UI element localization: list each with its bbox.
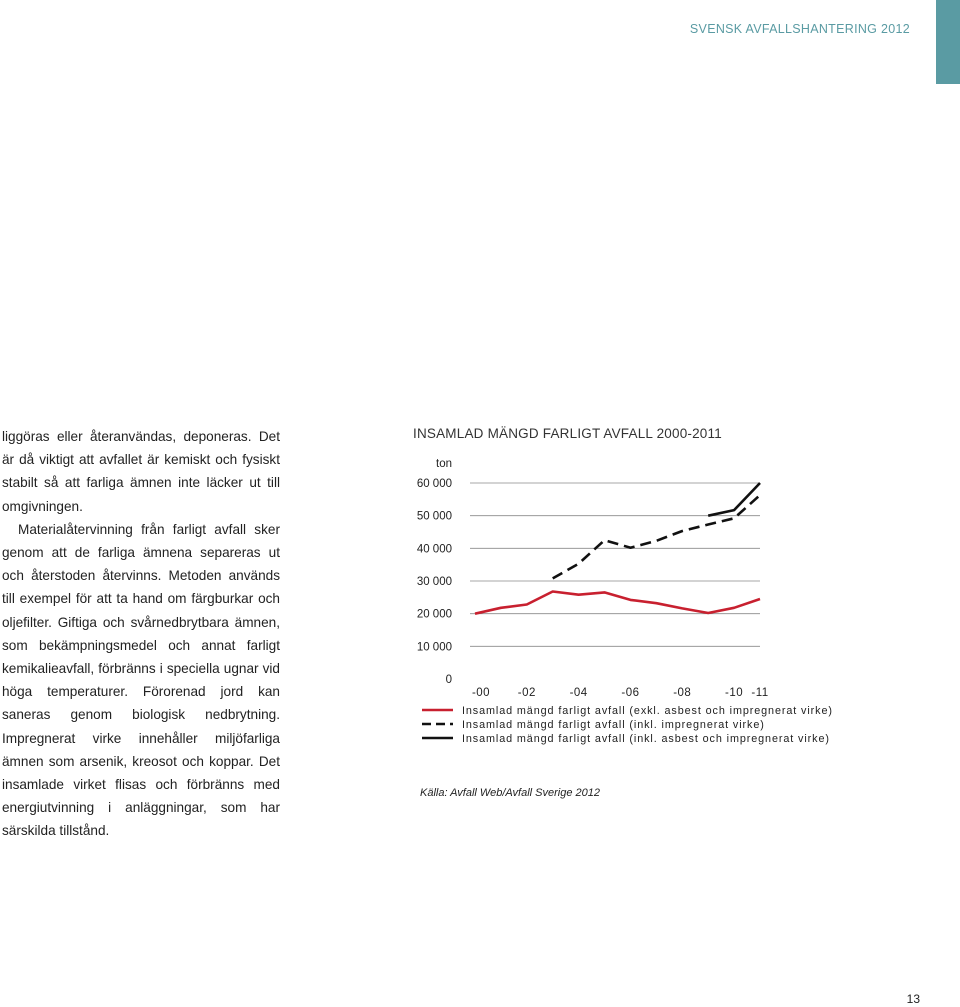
y-tick-label: 40 000 bbox=[416, 543, 452, 556]
accent-bar bbox=[936, 0, 960, 84]
series-line-2 bbox=[553, 495, 760, 578]
x-tick-label: -04 bbox=[569, 687, 588, 699]
x-tick-label: -02 bbox=[517, 687, 536, 699]
series-line-1 bbox=[475, 592, 760, 614]
line-chart bbox=[400, 450, 860, 750]
source-note: Källa: Avfall Web/Avfall Sverige 2012 bbox=[420, 787, 600, 799]
legend-label-1: Insamlad mängd farligt avfall (exkl. asbest och impregnerat virke) bbox=[462, 705, 833, 717]
y-axis-label: ton bbox=[436, 458, 452, 470]
x-tick-label: -10 bbox=[725, 687, 744, 699]
x-tick-label: -06 bbox=[621, 687, 640, 699]
legend-label-3: Insamlad mängd farligt avfall (inkl. asbest och impregnerat virke) bbox=[462, 733, 830, 745]
y-tick-label: 10 000 bbox=[416, 641, 452, 654]
series-line-3 bbox=[708, 483, 760, 516]
legend-label-2: Insamlad mängd farligt avfall (inkl. impregnerat virke) bbox=[462, 719, 765, 731]
body-text-column bbox=[2, 425, 280, 843]
y-tick-label: 20 000 bbox=[416, 608, 452, 621]
running-header: SVENSK AVFALLSHANTERING 2012 bbox=[689, 22, 910, 36]
body-paragraph: Materialåtervinning från farligt avfall sker genom att de farliga ämnena separeras ut och återstoden återvinns. Metoden används till exempel för att ta hand om färgburkar och oljefilter. Giftiga och svårnedbrytbara ämnen, som bekämpningsmedel och annat farligt kemikalieavfall, förbränns i speciella ugnar vid höga temperaturer. Förorenad jord kan saneras genom biologisk nedbrytning. Impregnerat virke innehåller miljöfarliga ämnen som arsenik, kreosot och koppar. Det insamlade virket flisas och förbränns med energiutvinning i anläggningar, som har särskilda tillstånd. bbox=[2, 521, 280, 839]
chart-title: INSAMLAD MÄNGD FARLIGT AVFALL 2000-2011 bbox=[413, 426, 722, 441]
y-tick-label: 60 000 bbox=[416, 478, 452, 490]
y-tick-label: 30 000 bbox=[416, 576, 452, 588]
page-number: 13 bbox=[906, 992, 920, 1006]
y-tick-label: 50 000 bbox=[416, 510, 452, 523]
x-tick-label: -08 bbox=[673, 687, 692, 699]
x-tick-label: -11 bbox=[751, 687, 769, 699]
y-tick-label: 0 bbox=[445, 674, 452, 686]
body-paragraph: liggöras eller återanvändas, deponeras. Det är då viktigt att avfallet är kemiskt och fysiskt stabilt så att farliga ämnen inte läcker ut till omgivningen. bbox=[2, 429, 280, 514]
x-tick-label: -00 bbox=[471, 687, 491, 699]
